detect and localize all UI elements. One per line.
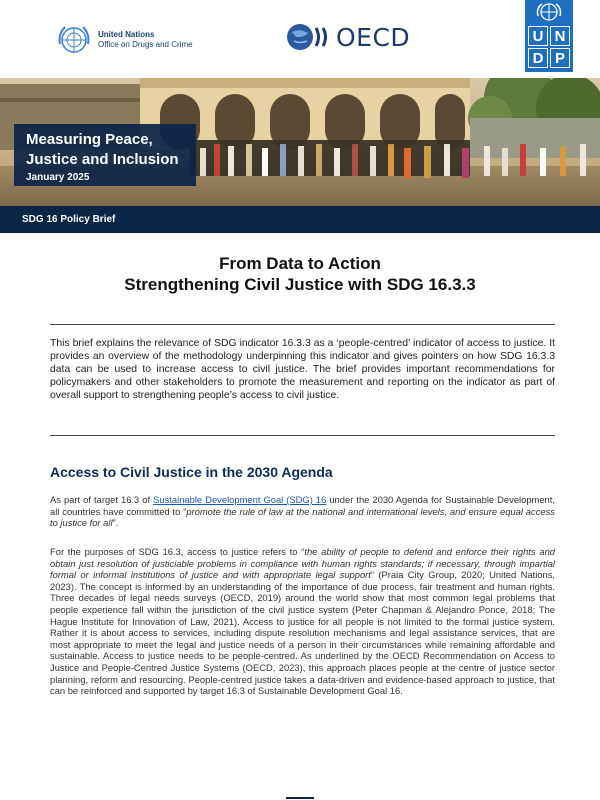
intro-rule-bottom: [50, 435, 555, 436]
series-title: Measuring Peace, Justice and Inclusion: [26, 131, 179, 168]
oecd-globe-icon: [286, 22, 334, 52]
undp-letter-u: U: [528, 26, 548, 46]
un-emblem-icon: [56, 22, 92, 58]
undp-letter-p: P: [550, 48, 570, 68]
unodc-logo: [56, 22, 193, 58]
paragraph-2: For the purposes of SDG 16.3, access to justice refers to “the ability of people to defend and enforce their rights and obtain just resolution of justiciable problems in compliance with human rights standards; if necessary, through impartial formal or informal institutions of justice and with appropriate legal support” (Praia City Group, 2020; United Nations, 2023). The concept is informed by an understanding of the importance of due process, fair treatment and human rights. Three decades of legal needs surveys (OECD, 2019) around the world show that most common legal problems that people experience fall within the jurisdiction of the civil justice system (Peter Chapman & Alejandro Ponce, 2018; The Hague Institute for Innovation of Law, 2021). Access to justice for all people is not limited to the formal justice system. Rather it is about access to services, including dispute resolution mechanisms and legal assistance services, that are most appropriate to meet the legal and justice needs of a person in their circumstances while remaining affordable and sustainable. Access to justice needs to be people-centred. As underlined by the OECD Recommendation on Access to Justice and People-Centred Justice Systems (OECD, 2023), this approach places people at the centre of justice sector planning, reform and resourcing. People-centred justice takes a data-driven and evidence-based approach to justice, that can be reinforced and supported by target 16.3 of Sustainable Development Goal 16.: [50, 546, 555, 697]
title-line-2: Strengthening Civil Justice with SDG 16.3.3: [124, 275, 476, 294]
undp-emblem-icon: [535, 2, 563, 22]
oecd-wordmark: OECD: [336, 22, 411, 52]
document-title: [0, 253, 600, 295]
undp-logo: [525, 0, 573, 72]
publication-date: January 2025: [26, 172, 90, 183]
band-label: SDG 16 Policy Brief: [22, 214, 116, 225]
section-heading: Access to Civil Justice in the 2030 Agenda: [50, 464, 333, 480]
policy-brief-band: [0, 206, 600, 233]
intro-rule-top: [50, 324, 555, 325]
title-line-1: From Data to Action: [219, 254, 381, 273]
intro-paragraph: This brief explains the relevance of SDG indicator 16.3.3 as a ‘people-centred’ indicator of access to justice. It provides an overview of the methodology underpinning this indicator and gives pointers on how SDG 16.3.3 data can be used to increase access to civil justice. The brief provides important recommendations for policymakers and other stakeholders to promote the measurement and reporting on the indicator as part of overall support to strengthening people’s access to civil justice.: [50, 338, 555, 401]
unodc-subname: Office on Drugs and Crime: [98, 40, 193, 49]
series-title-box: [14, 124, 196, 186]
paragraph-1: As part of target 16.3 of Sustainable Development Goal (SDG) 16 under the 2030 Agenda for Sustainable Development, all countries have committed to “promote the rule of law at the national and international levels, and ensure equal access to justice for all”.: [50, 494, 555, 529]
header-logos: [0, 0, 600, 78]
undp-letter-d: D: [528, 48, 548, 68]
oecd-logo: [286, 22, 410, 52]
cover-photo: [0, 78, 600, 206]
sdg16-link[interactable]: Sustainable Development Goal (SDG) 16: [153, 494, 327, 505]
unodc-name: United Nations: [98, 30, 155, 39]
page-indicator: [286, 797, 314, 799]
undp-letter-n: N: [550, 26, 570, 46]
